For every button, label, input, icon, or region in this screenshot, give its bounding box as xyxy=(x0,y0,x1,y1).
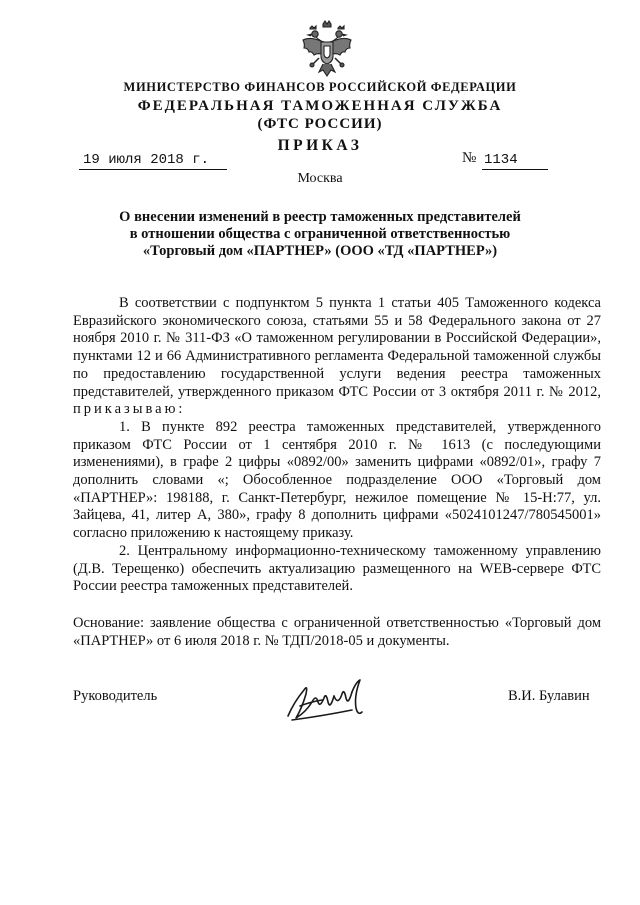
ministry-name: МИНИСТЕРСТВО ФИНАНСОВ РОССИЙСКОЙ ФЕДЕРАЦИИ xyxy=(123,80,517,94)
service-short-name: (ФТС РОССИИ) xyxy=(257,116,383,132)
document-type: ПРИКАЗ xyxy=(277,137,363,154)
handwritten-signature-icon xyxy=(282,672,378,728)
document-city: Москва xyxy=(297,171,343,186)
preamble-paragraph xyxy=(73,295,601,419)
order-word: приказываю: xyxy=(73,401,186,418)
subject-line: «Торговый дом «ПАРТНЕР» (ООО «ТД «ПАРТНЕР») xyxy=(142,243,498,259)
subject-line: в отношении общества с ограниченной ответственностью xyxy=(129,226,511,242)
basis-paragraph: Основание: заявление общества с ограниченной ответственностью «Торговый дом «ПАРТНЕР» от 6 июля 2018 г. № ТДП/2018-05 и документы. xyxy=(73,614,601,649)
document-subject xyxy=(70,209,570,260)
order-item-2: 2. Центральному информационно-техническому таможенному управлению (Д.В. Терещенко) обеспечить актуализацию размещенного на WEB-сервере ФТС России реестра таможенных представителей. xyxy=(73,542,601,595)
service-name: ФЕДЕРАЛЬНАЯ ТАМОЖЕННАЯ СЛУЖБА xyxy=(137,98,503,114)
document-date: 19 июля 2018 г. xyxy=(79,152,227,170)
signatory-name: В.И. Булавин xyxy=(508,688,590,704)
document-number: 1134 xyxy=(482,152,548,170)
preamble-text: В соответствии с подпунктом 5 пункта 1 статьи 405 Таможенного кодекса Евразийского экономического союза, статьями 55 и 58 Федерального закона от 27 ноября 2010 г. № 311-ФЗ «О таможенном регулировании в Российской Федерации», пунктами 12 и 66 Административного регламента Федеральной таможенной службы по предоставлению государственной услуги ведения реестра таможенных представителей, утвержденного приказом ФТС России от 3 октября 2011 г. № 2012, xyxy=(73,295,601,400)
order-item-1: 1. В пункте 892 реестра таможенных представителей, утвержденного приказом ФТС России от 1 сентября 2010 г. № 1613 (с последующими изменениями), в графе 2 цифры «0892/00» заменить цифрами «0892/01», графу 7 дополнить словами «; Обособленное подразделение ООО «Торговый дом «ПАРТНЕР»: 198188, г. Санкт-Петербург, нежилое помещение № 15-Н:77, ул. Зайцева, 41, литер А, 380», графу 8 дополнить цифрами «5024101247/780545001» согласно приложению к настоящему приказу. xyxy=(73,418,601,542)
coat-of-arms-icon xyxy=(301,18,353,80)
subject-line: О внесении изменений в реестр таможенных представителей xyxy=(119,209,521,225)
signatory-role: Руководитель xyxy=(73,688,158,704)
number-sign: № xyxy=(462,150,477,166)
document-body xyxy=(73,295,601,650)
